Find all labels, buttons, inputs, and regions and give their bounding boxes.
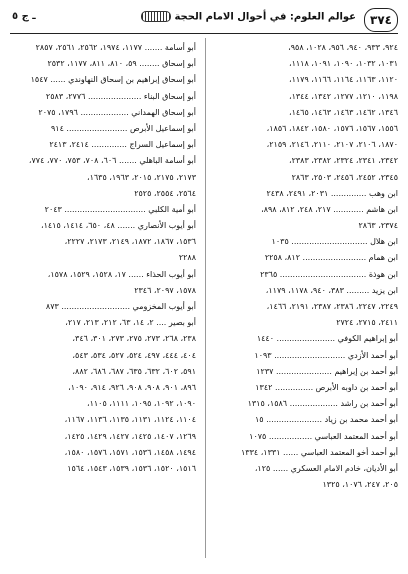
- index-entry-line: أبو أسامة الباهلي ....... ٦٠٦، ٧٠٨، ٧٥٣، ٧٧٠، ٧٧٤،: [28, 156, 196, 166]
- index-entry-line: ٢٠٥، ٢٤٧، ١٠٧٦، ١٣٢٥: [322, 480, 398, 490]
- index-entry-line: ١٥٥٦، ١٥٦٧، ١٥٧٦، ١٥٨٠، ١٨٤٢، ١٨٥٦،: [266, 123, 398, 133]
- index-entry-line: أبو أحمد بن إبراهيم ...................... ١٢٣٧: [256, 366, 398, 376]
- index-entry-line: ٢٤١١، ٢٧١٥، ٢٧٢٤: [336, 318, 398, 328]
- index-entry-line: ١١٢٠، ١١٦٣، ١١٦٤، ١١٦٦، ١١٧٩،: [288, 75, 398, 85]
- index-entry-line: أبو إسحاق ........ ٥٩، ٨١٠، ٨١١، ١١٧٧، ٢٥٣٢: [47, 59, 196, 69]
- index-entry-line: ١٣٤٦، ١٤٦٢، ١٤٦٣، ١٤٦٣، ١٤٦٥،: [288, 107, 398, 117]
- index-entry-line: ٢٣٤٥، ٢٤٥٢، ٢٤٥٦، ٢٥٠٣، ٢٨٦٣: [291, 172, 398, 182]
- volume-label: ـ ج ٥: [12, 11, 36, 22]
- index-entry-line: أبو أيوب المخزومي ........................... ٨٧٣: [45, 302, 196, 311]
- index-entry-line: أبو إسحاق الهمداني ................... ١٧٩٦، ٢٠٧٥: [38, 107, 196, 117]
- index-entry-line: ابن هاشم ............ ٢١٧، ٢٤٨، ٨١٢، ٨٩٨،: [261, 204, 398, 214]
- index-entry-line: ٨٩٦، ٩٠١، ٩٠٨، ٩٠٨، ٩٢٦، ٩١٤، ١٠٩٠،: [68, 382, 196, 392]
- index-entry-line: أبو أيوب الحذاء ...... ١٧، ١٥٢٨، ١٥٢٩، ١٥٧٨،: [47, 269, 196, 279]
- index-entry-line: أبو إسحاق البناء ..................... ٢٧٧٦، ٢٥٨٣: [45, 91, 196, 101]
- index-entry-line: ١٤٩٤، ١٤٥٨، ١٥٣٦، ١٥٧١، ١٥٧٦، ١٥٨٠،: [64, 447, 196, 457]
- index-entry-line: ١٠٣١، ١٠٣٢، ١٠٩٠، ١٠٩١، ١١١٨،: [288, 59, 398, 69]
- index-entry-line: أبو أحمد بن داوبه الأبرص ............... ١٣٤٢: [255, 382, 398, 392]
- index-entry-line: ابن وهب .............. ٢٠٣١، ٢٤٩١، ٢٤٣٨: [266, 188, 398, 198]
- header-rule: [10, 33, 398, 34]
- index-entry-line: ٤٠٤، ٤٤٤، ٤٩٧، ٥٢٤، ٥٢٧، ٥٣٤، ٥٤٣،: [72, 350, 196, 360]
- index-entry-line: أبو إسماعيل الأبرص ........................ ٩١٤: [50, 123, 196, 133]
- index-entry-line: ١١٩٨، ١٢١٠، ١٢٧٧، ١٣٤٢، ١٣٤٤،: [288, 91, 398, 101]
- index-entry-line: ابن هلال .............................. ١٠٣٥: [271, 237, 398, 247]
- index-entry-line: ٢١٧٣، ٢١٧٥، ٢٠١٥، ١٩٦٣، ١٦٣٥،: [86, 172, 196, 182]
- index-entry-line: ١٥٣٦، ١٨٦٧، ١٨٧٢، ٢١٤٩، ٢١٧٣، ٢٢٢٧،: [64, 237, 196, 247]
- page-number: ٣٧٤: [364, 8, 398, 32]
- page-header: [10, 8, 398, 34]
- index-entry-line: ١٨٧٠، ٢١٠٦، ٢١٠٧، ٢١١٠، ٢١٤٦، ٢١٥٩،: [266, 140, 398, 150]
- book-page: [10, 8, 398, 568]
- index-entry-line: ١٢٦٩، ١٤٠٧، ١٤٢٥، ١٤٢٧، ١٤٢٩، ١٤٢٥،: [64, 431, 196, 441]
- index-entry-line: أبو بصير .... ٢، ١٤، ٦٣، ٢١٢، ٢١٣، ٢١٧،: [65, 318, 196, 328]
- index-entry-line: ٢٥٦٤، ٢٥٥٤، ٢٥٢٥: [134, 188, 196, 198]
- index-entry-line: أبو أحمد الأزدي ............................ ١٠٩٣: [254, 350, 398, 360]
- index-entry-line: ١٥٧٨، ٢٠٩٧، ٢٣٤٦: [134, 285, 196, 295]
- index-entry-line: أبو أمية الكلبي ................................ ٢٠٤٣: [44, 204, 196, 214]
- index-entry-line: ٢٢٨٨: [178, 253, 196, 263]
- index-entry-line: أبو أحمد بن راشد ................... ١٥٨٦، ١٣١٥: [247, 399, 398, 409]
- index-entry-line: ابن همام ......................... ٨١٢، ٢٢٥٨: [264, 253, 398, 263]
- index-entry-line: أبو أحمد أخو المعتمد العباسي ...... ١٣٣١، ١٣٣٤: [240, 447, 398, 457]
- index-entry-line: ٢٣٨، ٢٦٨، ٢٧٣، ٢٧٥، ٢٧٣، ٣٠١، ٣٤٦،: [72, 334, 196, 344]
- index-entry-line: أبو أحمد المعتمد العباسي ................. ١٠٧٥: [249, 431, 398, 441]
- index-entry-line: أبو إسحاق إبراهيم بن إسحاق النهاوندي ...... ١٥٤٧: [30, 75, 196, 85]
- index-entry-line: أبو إبراهيم الكوفي ....................... ١٤٤٠: [256, 334, 398, 344]
- column-divider: [205, 38, 206, 558]
- index-entry-line: أبو الأديان، خادم الامام العسكري ...... ١٢٥،: [254, 463, 398, 473]
- index-entry-line: ١١٠٤، ١١٢٤، ١١٣١، ١١٣٥، ١١٣٦، ١١٦٧،: [64, 415, 196, 425]
- index-entry-line: ٥٩١، ٦٠٢، ٦٣٢، ٦٣٥، ٦٨٧، ٦٨٦، ٨٨٢،: [72, 366, 196, 376]
- index-entry-line: أبو إسماعيل السراج .............. ٢٤١٤، ٢٤١٣: [49, 140, 196, 150]
- left-index-column: [10, 40, 196, 477]
- index-entry-line: ابن هوذة .................................. ٢٣٦٥: [260, 269, 398, 279]
- right-index-column: [212, 40, 398, 493]
- index-entry-line: ٩٢٤، ٩٣٣، ٩٤٠، ٩٥٦، ١٠٢٨، ٩٥٨،: [288, 43, 398, 52]
- running-title: عوالم العلوم: في أحوال الامام الحجة: [174, 11, 356, 23]
- index-entry-line: أبو أحمد محمد بن زياد ...................... ١٥: [254, 415, 398, 425]
- ornament-icon: [141, 11, 171, 22]
- index-entry-line: ابن يزيد ......... ٣٨٣، ٩٤٠، ١١٧٨، ١١٧٩،: [265, 285, 398, 295]
- index-entry-line: أبو أسامة ....... ١١٧٧، ١٩٧٤، ٢٥٦٢، ٢٥٦١، ٢٨٥٧: [35, 43, 196, 52]
- index-entry-line: ١٠٩٠، ١٠٩٢، ١٠٩٥، ١١١١، ١١٠٥،: [86, 399, 196, 409]
- index-entry-line: أبو أيوب الأنصاري ....... ٤٨، ٦٥٠، ١٤١٤، ١٤١٥،: [40, 221, 196, 231]
- index-entry-line: ٢٣٤٢، ٢٣٤١، ٢٣٢٤، ٢٣٨٢، ٢٣٨٣،: [288, 156, 398, 166]
- index-entry-line: ٢٣٧٤، ٢٨٦٣: [358, 221, 398, 231]
- index-entry-line: ١٥١٦، ١٥٢٠، ١٥٣٦، ١٥٣٩، ١٥٤٣، ١٥٦٤: [67, 463, 196, 473]
- index-entry-line: ٢٢٤٩، ٢٢٤٧، ٢٣٨٦، ٢٣٨٧، ٢١٩١، ١٤٦٦،: [266, 302, 398, 311]
